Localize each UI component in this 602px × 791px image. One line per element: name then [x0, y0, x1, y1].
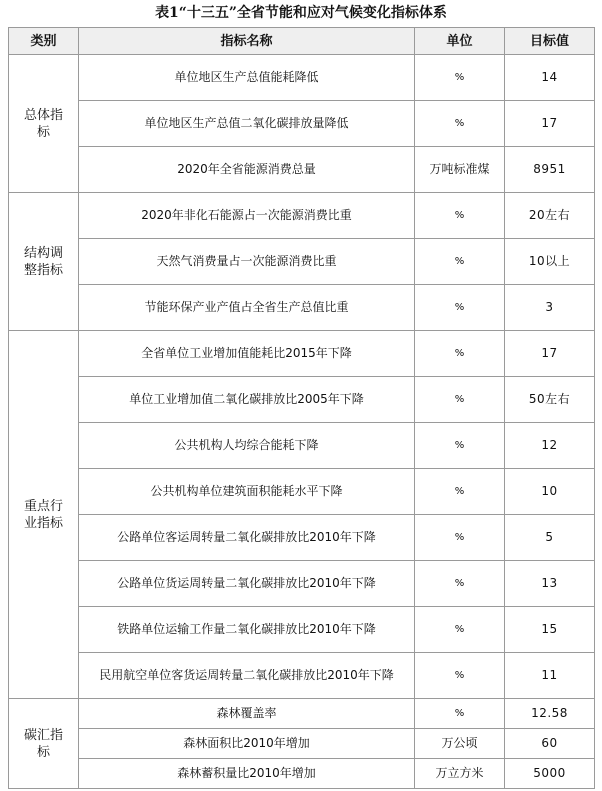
- target-cell: 14: [505, 55, 595, 101]
- table-row: [9, 515, 595, 561]
- table-row: [9, 101, 595, 147]
- target-cell: 12.58: [505, 699, 595, 729]
- unit-cell: %: [415, 285, 505, 331]
- unit-cell: %: [415, 515, 505, 561]
- name-cell: 森林面积比2010年增加: [79, 729, 415, 759]
- header-row: [9, 28, 595, 55]
- target-cell: 15: [505, 607, 595, 653]
- table-row: [9, 607, 595, 653]
- target-cell: 10以上: [505, 239, 595, 285]
- unit-cell: %: [415, 55, 505, 101]
- target-cell: 5: [505, 515, 595, 561]
- target-cell: 8951: [505, 147, 595, 193]
- category-cell: 总体指标: [9, 55, 79, 193]
- unit-cell: 万立方米: [415, 759, 505, 789]
- table-body: [9, 55, 595, 789]
- name-cell: 单位工业增加值二氧化碳排放比2005年下降: [79, 377, 415, 423]
- name-cell: 全省单位工业增加值能耗比2015年下降: [79, 331, 415, 377]
- target-cell: 12: [505, 423, 595, 469]
- table-row: [9, 699, 595, 729]
- name-cell: 2020年全省能源消费总量: [79, 147, 415, 193]
- unit-cell: %: [415, 239, 505, 285]
- header-name: 指标名称: [79, 28, 415, 55]
- target-cell: 13: [505, 561, 595, 607]
- table-row: [9, 377, 595, 423]
- target-cell: 3: [505, 285, 595, 331]
- name-cell: 公共机构单位建筑面积能耗水平下降: [79, 469, 415, 515]
- unit-cell: %: [415, 331, 505, 377]
- target-cell: 20左右: [505, 193, 595, 239]
- target-cell: 11: [505, 653, 595, 699]
- table-row: [9, 285, 595, 331]
- name-cell: 铁路单位运输工作量二氧化碳排放比2010年下降: [79, 607, 415, 653]
- unit-cell: %: [415, 101, 505, 147]
- name-cell: 单位地区生产总值能耗降低: [79, 55, 415, 101]
- table-row: [9, 423, 595, 469]
- header-target: 目标值: [505, 28, 595, 55]
- table-row: [9, 561, 595, 607]
- unit-cell: 万吨标准煤: [415, 147, 505, 193]
- name-cell: 节能环保产业产值占全省生产总值比重: [79, 285, 415, 331]
- name-cell: 单位地区生产总值二氧化碳排放量降低: [79, 101, 415, 147]
- unit-cell: %: [415, 469, 505, 515]
- name-cell: 公共机构人均综合能耗下降: [79, 423, 415, 469]
- unit-cell: %: [415, 193, 505, 239]
- unit-cell: %: [415, 607, 505, 653]
- unit-cell: %: [415, 377, 505, 423]
- name-cell: 公路单位客运周转量二氧化碳排放比2010年下降: [79, 515, 415, 561]
- name-cell: 森林覆盖率: [79, 699, 415, 729]
- category-cell: 结构调整指标: [9, 193, 79, 331]
- unit-cell: %: [415, 653, 505, 699]
- unit-cell: %: [415, 561, 505, 607]
- header-unit: 单位: [415, 28, 505, 55]
- name-cell: 公路单位货运周转量二氧化碳排放比2010年下降: [79, 561, 415, 607]
- category-cell: 碳汇指标: [9, 699, 79, 789]
- unit-cell: %: [415, 699, 505, 729]
- name-cell: 森林蓄积量比2010年增加: [79, 759, 415, 789]
- target-cell: 60: [505, 729, 595, 759]
- table-title: 表1“十三五”全省节能和应对气候变化指标体系: [155, 5, 447, 21]
- name-cell: 民用航空单位客货运周转量二氧化碳排放比2010年下降: [79, 653, 415, 699]
- target-cell: 17: [505, 331, 595, 377]
- table-row: [9, 239, 595, 285]
- name-cell: 2020年非化石能源占一次能源消费比重: [79, 193, 415, 239]
- unit-cell: 万公顷: [415, 729, 505, 759]
- target-cell: 50左右: [505, 377, 595, 423]
- name-cell: 天然气消费量占一次能源消费比重: [79, 239, 415, 285]
- table-row: [9, 331, 595, 377]
- unit-cell: %: [415, 423, 505, 469]
- table-row: [9, 653, 595, 699]
- table-row: [9, 193, 595, 239]
- target-cell: 5000: [505, 759, 595, 789]
- table-row: [9, 147, 595, 193]
- target-cell: 17: [505, 101, 595, 147]
- table-row: [9, 469, 595, 515]
- table-row: [9, 759, 595, 789]
- table-row: [9, 729, 595, 759]
- category-cell: 重点行业指标: [9, 331, 79, 699]
- target-cell: 10: [505, 469, 595, 515]
- table-row: [9, 55, 595, 101]
- header-category: 类别: [9, 28, 79, 55]
- indicator-table: [8, 27, 595, 789]
